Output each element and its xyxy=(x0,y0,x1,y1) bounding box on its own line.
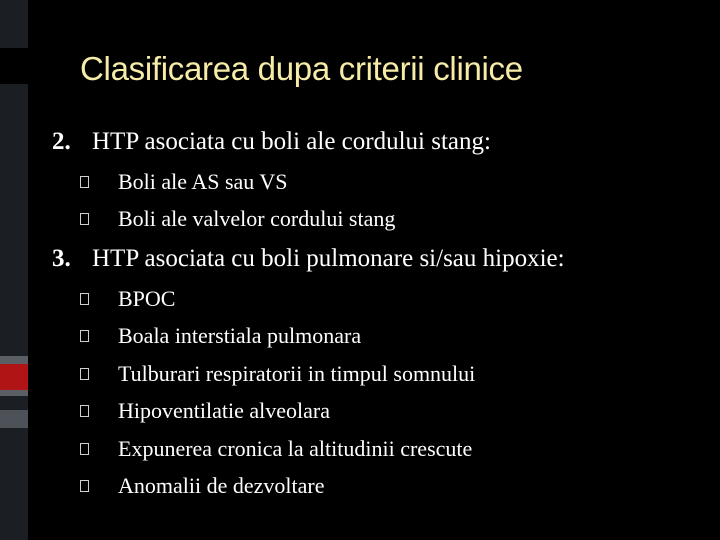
square-bullet-icon xyxy=(80,405,89,417)
square-bullet-icon xyxy=(80,330,89,342)
list-item xyxy=(80,323,361,349)
square-bullet-icon xyxy=(80,213,89,225)
section-heading-text: HTP asociata cu boli ale cordului stang: xyxy=(92,128,491,155)
list-item xyxy=(80,169,288,195)
slide-title: Clasificarea dupa criterii clinice xyxy=(80,50,523,87)
list-item-text: Hipoventilatie alveolara xyxy=(118,398,330,423)
section-heading-text: HTP asociata cu boli pulmonare si/sau hipoxie: xyxy=(92,245,565,272)
list-item-text: Tulburari respiratorii in timpul somnului xyxy=(118,361,476,386)
list-item xyxy=(80,436,472,462)
square-bullet-icon xyxy=(80,368,89,380)
list-item-text: BPOC xyxy=(118,286,176,311)
section-number: 2. xyxy=(52,128,71,155)
section-number: 3. xyxy=(52,245,71,272)
section-heading-2 xyxy=(52,128,491,156)
section-heading-3 xyxy=(52,245,565,273)
list-item xyxy=(80,473,324,499)
square-bullet-icon xyxy=(80,443,89,455)
list-item-text: Boli ale AS sau VS xyxy=(118,169,288,194)
square-bullet-icon xyxy=(80,176,89,188)
list-item-text: Boli ale valvelor cordului stang xyxy=(118,206,396,231)
list-item-text: Boala interstiala pulmonara xyxy=(118,323,362,348)
list-item xyxy=(80,398,330,424)
list-item-text: Anomalii de dezvoltare xyxy=(118,473,325,498)
list-item xyxy=(80,361,475,387)
square-bullet-icon xyxy=(80,480,89,492)
list-item-text: Expunerea cronica la altitudinii crescute xyxy=(118,436,473,461)
list-item xyxy=(80,286,175,312)
square-bullet-icon xyxy=(80,293,89,305)
list-item xyxy=(80,206,395,232)
